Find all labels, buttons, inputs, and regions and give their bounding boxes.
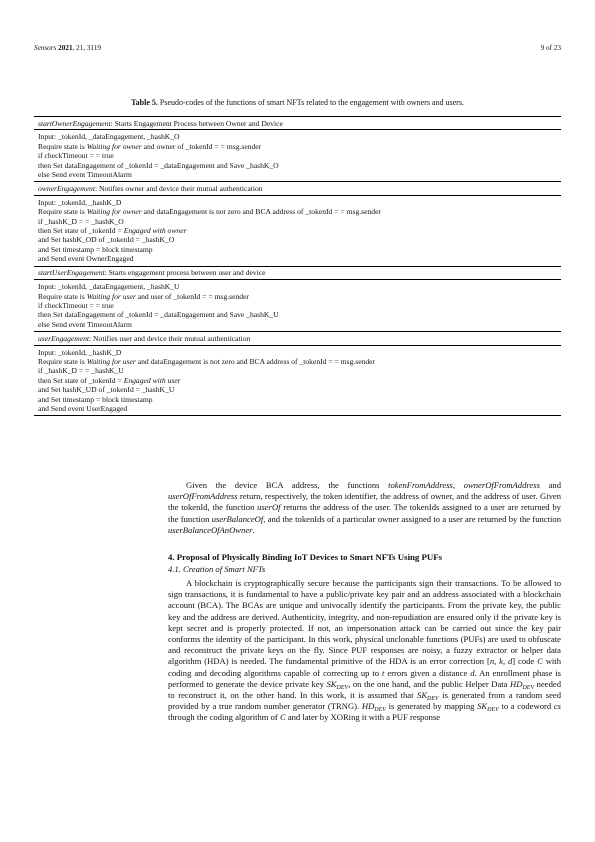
pseudo-code-line: if _hashK_D = = _hashK_O — [38, 216, 124, 226]
pseudo-code-line: Input: _tokenId, _hashK_D — [38, 197, 122, 207]
pseudo-code-line: Require state is Waiting for user and dataEngagement is not zero and BCA address of _tokenId = = msg.sender — [38, 356, 376, 366]
section-heading: 4. Proposal of Physically Binding IoT Devices to Smart NFTs Using PUFs — [168, 552, 443, 562]
table-section-body — [34, 130, 561, 181]
table-section-title — [34, 331, 561, 345]
pseudo-code-line: then Set dataEngagement of _tokenId = _dataEngagement and Save _hashK_O — [38, 160, 279, 170]
table-section-body — [34, 280, 561, 331]
pseudo-code-table — [34, 116, 561, 416]
table-section-body — [34, 196, 561, 266]
pseudo-code-line: Input: _tokenId, _dataEngagement, _hashK_U — [38, 282, 180, 292]
pseudo-code-line: if checkTimeout = = true — [38, 300, 114, 310]
pseudo-code-line: else Send event TimeoutAlarm — [38, 319, 132, 329]
page-number: 9 of 23 — [540, 44, 561, 52]
pseudo-code-line: and Set hashK_UD of _tokenId = _hashK_U — [38, 385, 175, 395]
pseudo-code-line: Input: _tokenId, _dataEngagement, _hashK_O — [38, 132, 180, 142]
pseudo-code-line: if _hashK_D = = _hashK_U — [38, 366, 124, 376]
function-description: : Starts Engagement Process between Owner and Device — [110, 118, 283, 128]
table-bottom-rule — [34, 415, 561, 416]
subsection-heading: 4.1. Creation of Smart NFTs — [168, 564, 266, 574]
pseudo-code-line: Require state is Waiting for user and user of _tokenId = = msg.sender — [38, 291, 249, 301]
pseudo-code-line: Require state is Waiting for owner and dataEngagement is not zero and BCA address of _tokenId = = msg.sender — [38, 207, 381, 217]
pseudo-code-line: else Send event TimeoutAlarm — [38, 170, 132, 180]
function-description: : Notifies owner and device their mutual authentication — [94, 183, 263, 193]
pseudo-code-line: if checkTimeout = = true — [38, 151, 114, 161]
table-section-body — [34, 346, 561, 416]
pseudo-code-line: Require state is Waiting for owner and owner of _tokenId = = msg.sender — [38, 141, 262, 151]
pseudo-code-line: and Set hashK_OD of _tokenId = _hashK_O — [38, 235, 175, 245]
table-section-title — [34, 116, 561, 130]
table-section-title — [34, 266, 561, 280]
table-section-title — [34, 181, 561, 195]
pseudo-code-line: and Set timestamp = block timestamp — [38, 394, 153, 404]
pseudo-code-line: and Send event OwnerEngaged — [38, 254, 134, 264]
table-caption-text: Pseudo-codes of the functions of smart NFTs related to the engagement with owners and users. — [157, 98, 464, 107]
pseudo-code-line: Input: _tokenId, _hashK_D — [38, 347, 122, 357]
function-description: : Notifies user and device their mutual authentication — [89, 333, 251, 343]
pseudo-code-line: then Set dataEngagement of _tokenId = _dataEngagement and Save _hashK_U — [38, 310, 279, 320]
journal-citation: Sensors 2021, 21, 3119 — [34, 44, 102, 52]
table-caption — [34, 98, 561, 107]
pseudo-code-line: then Set state of _tokenId = Engaged with user — [38, 375, 181, 385]
function-name: ownerEngagement — [38, 183, 95, 193]
pseudo-code-line: then Set state of _tokenId = Engaged with owner — [38, 226, 187, 236]
function-name: startOwnerEngagement — [38, 118, 111, 128]
pseudo-code-line: and Set timestamp = block timestamp — [38, 244, 153, 254]
paragraph-puf: A blockchain is cryptographically secure because the participants sign their transactions. To be allowed to sign transactions, it is fundamental to have a public/private key pair and an address associated with a blockchain account (BCA). The BCAs are unique and univocally identify the participants. From the private key, the public key and the address are derived. Authenticity, integrity, and non-repudiation are ensured only if the private key is kept secret and is properly protected. If not, an impersonation attack can be carried out since the key pair conforms the identity of the participant. In this work, physical unclonable functions (PUFs) are used to obfuscate and reconstruct the private keys on the fly. Since PUF responses are noisy, a fuzzy extractor or helper data algorithm (HDA) is needed. The fundamental primitive of the HDA is an error correction [n, k, d] code C with coding and decoding algorithms capable of correcting up to t errors given a distance d. An enrollment phase is performed to generate the device private key $SK_{DEV}$, on the one hand, and the public Helper Data $HD_{DEV}$ needed to reconstruct it, on the other hand. In this work, it is assumed that $SK_{DEV}$ is generated from a random seed provided by a true random number generator (TRNG). $HD_{DEV}$ is generated by mapping $SK_{DEV}$ to a codeword cs through the coding algorithm of C and later by XORing it with a PUF response — [168, 578, 561, 723]
running-header — [34, 44, 561, 52]
function-name: userEngagement — [38, 333, 90, 343]
table-label: Table 5. — [131, 98, 158, 107]
paragraph-functions: Given the device BCA address, the functions tokenFromAddress, ownerOfFromAddress and userOfFromAddress return, respectively, the token identifier, the address of owner, and the address of user. Given the tokenId, the function userOf returns the address of the user. The tokenIds assigned to a user are returned by the function userBalanceOf, and the tokenIds of a particular owner assigned to a user are returned by the function userBalanceOfAnOwner. — [168, 480, 562, 535]
function-description: : Starts engagement process between user and device — [104, 268, 266, 278]
pseudo-code-line: and Send event UserEngaged — [38, 403, 128, 413]
function-name: startUserEngagement — [38, 268, 105, 278]
